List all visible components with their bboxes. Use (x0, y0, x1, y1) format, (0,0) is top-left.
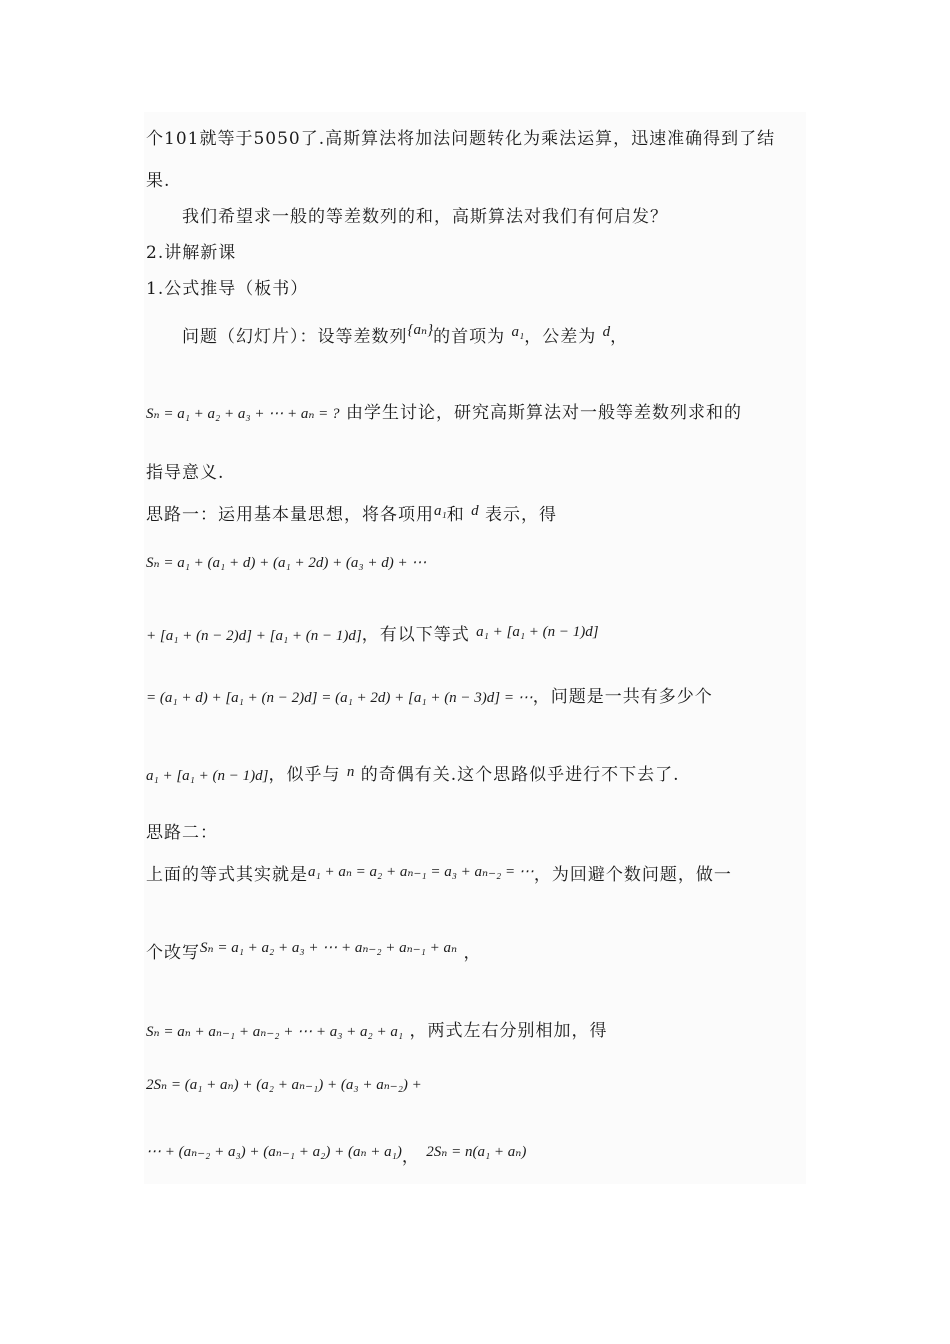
idea-one-prefix: 思路一：运用基本量思想，将各项用 (146, 505, 434, 525)
double-sum-formula-1: 2Sₙ = (a₁ + aₙ) + (a₂ + aₙ₋₁) + (a₃ + aₙ₋₂) + (146, 1077, 422, 1093)
idea-one-suffix: 表示，得 (485, 505, 558, 525)
expansion-text-3: ，问题是一共有多少个 (532, 687, 713, 707)
section-heading-new-lesson: 2.讲解新课 (146, 243, 237, 263)
paragraph-gauss-result-end: 果. (146, 171, 171, 191)
expansion-formula-3: = (a₁ + d) + [a₁ + (n − 2)d] = (a₁ + 2d) + [a₁ + (n − 3)d] = ⋯ (146, 690, 533, 706)
sequence-formula: {aₙ} (407, 322, 434, 338)
common-difference-formula: d (602, 324, 611, 340)
reverse-sum-line (146, 1016, 608, 1041)
paragraph-question-intro: 我们希望求一般的等差数列的和，高斯算法对我们有何启发？ (182, 207, 668, 227)
problem-text-common-difference: ，公差为 (524, 327, 597, 347)
pair-sum-formula-repeat: a₁ + [a₁ + (n − 1)d] (146, 768, 269, 784)
guide-meaning-text: 指导意义. (146, 463, 225, 483)
sum-question-line (146, 398, 742, 423)
parity-remark-line (146, 760, 680, 785)
rewrite-line (146, 938, 482, 963)
parity-remark-text-1: ，似乎与 (268, 765, 341, 785)
idea-two-line (146, 860, 732, 885)
sum-question-text: 由学生讨论，研究高斯算法对一般等差数列求和的 (345, 403, 742, 423)
idea-one-difference: d (471, 503, 479, 519)
reverse-sum-text: ，两式左右分别相加，得 (409, 1021, 608, 1041)
idea-two-heading: 思路二： (146, 823, 218, 843)
sum-question-formula: Sₙ = a₁ + a₂ + a₃ + ⋯ + aₙ = ? (146, 406, 340, 422)
idea-two-suffix: ，为回避个数问题，做一 (533, 865, 732, 885)
idea-one-line (146, 500, 557, 525)
rewrite-prefix: 个改写 (146, 943, 200, 963)
double-sum-line-1 (146, 1074, 422, 1094)
idea-one-and: 和 (446, 505, 465, 525)
double-sum-formula-2: ⋯ + (aₙ₋₂ + a₃) + (aₙ₋₁ + a₂) + (aₙ + a₁) (146, 1144, 402, 1160)
paragraph-gauss-result: 个101就等于5050了.高斯算法将加法问题转化为乘法运算，迅速准确得到了结 (146, 129, 776, 149)
pair-sum-formula: a₁ + [a₁ + (n − 1)d] (476, 624, 599, 640)
idea-two-prefix: 上面的等式其实就是 (146, 865, 308, 885)
sum-reverse-formula: Sₙ = aₙ + aₙ₋₁ + aₙ₋₂ + ⋯ + a₃ + a₂ + a₁ (146, 1024, 404, 1040)
equal-pair-formula: a₁ + aₙ = a₂ + aₙ₋₁ = a₃ + aₙ₋₂ = ⋯ (308, 864, 534, 880)
section-heading-derivation: 1.公式推导（板书） (146, 279, 309, 299)
formula-expansion-line-2 (146, 620, 599, 645)
double-sum-result: 2Sₙ = n(a₁ + aₙ) (426, 1144, 527, 1160)
problem-text-first-term: 的首项为 (433, 327, 506, 347)
first-term-formula: a₁ (511, 324, 525, 340)
expansion-text-2: ，有以下等式 (361, 625, 470, 645)
expansion-formula-2: + [a₁ + (n − 2)d] + [a₁ + (n − 1)d] (146, 628, 362, 644)
double-sum-comma: ， (401, 1147, 420, 1167)
formula-expansion-line-1 (146, 552, 426, 572)
rewrite-suffix: ， (463, 943, 482, 963)
double-sum-line-2 (146, 1136, 527, 1167)
idea-one-first-term: a₁ (434, 503, 447, 519)
problem-text-end: ， (610, 327, 629, 347)
problem-statement (182, 322, 628, 347)
sum-forward-formula: Sₙ = a₁ + a₂ + a₃ + ⋯ + aₙ₋₂ + aₙ₋₁ + aₙ (200, 940, 458, 956)
problem-text-prefix: 问题（幻灯片）：设等差数列 (182, 327, 408, 347)
parity-remark-text-2: 的奇偶有关.这个思路似乎进行不下去了. (360, 765, 680, 785)
formula-expansion-line-3 (146, 682, 713, 707)
expansion-formula-1: Sₙ = a₁ + (a₁ + d) + (a₁ + 2d) + (a₃ + d) + ⋯ (146, 555, 427, 571)
variable-n: n (346, 764, 355, 780)
